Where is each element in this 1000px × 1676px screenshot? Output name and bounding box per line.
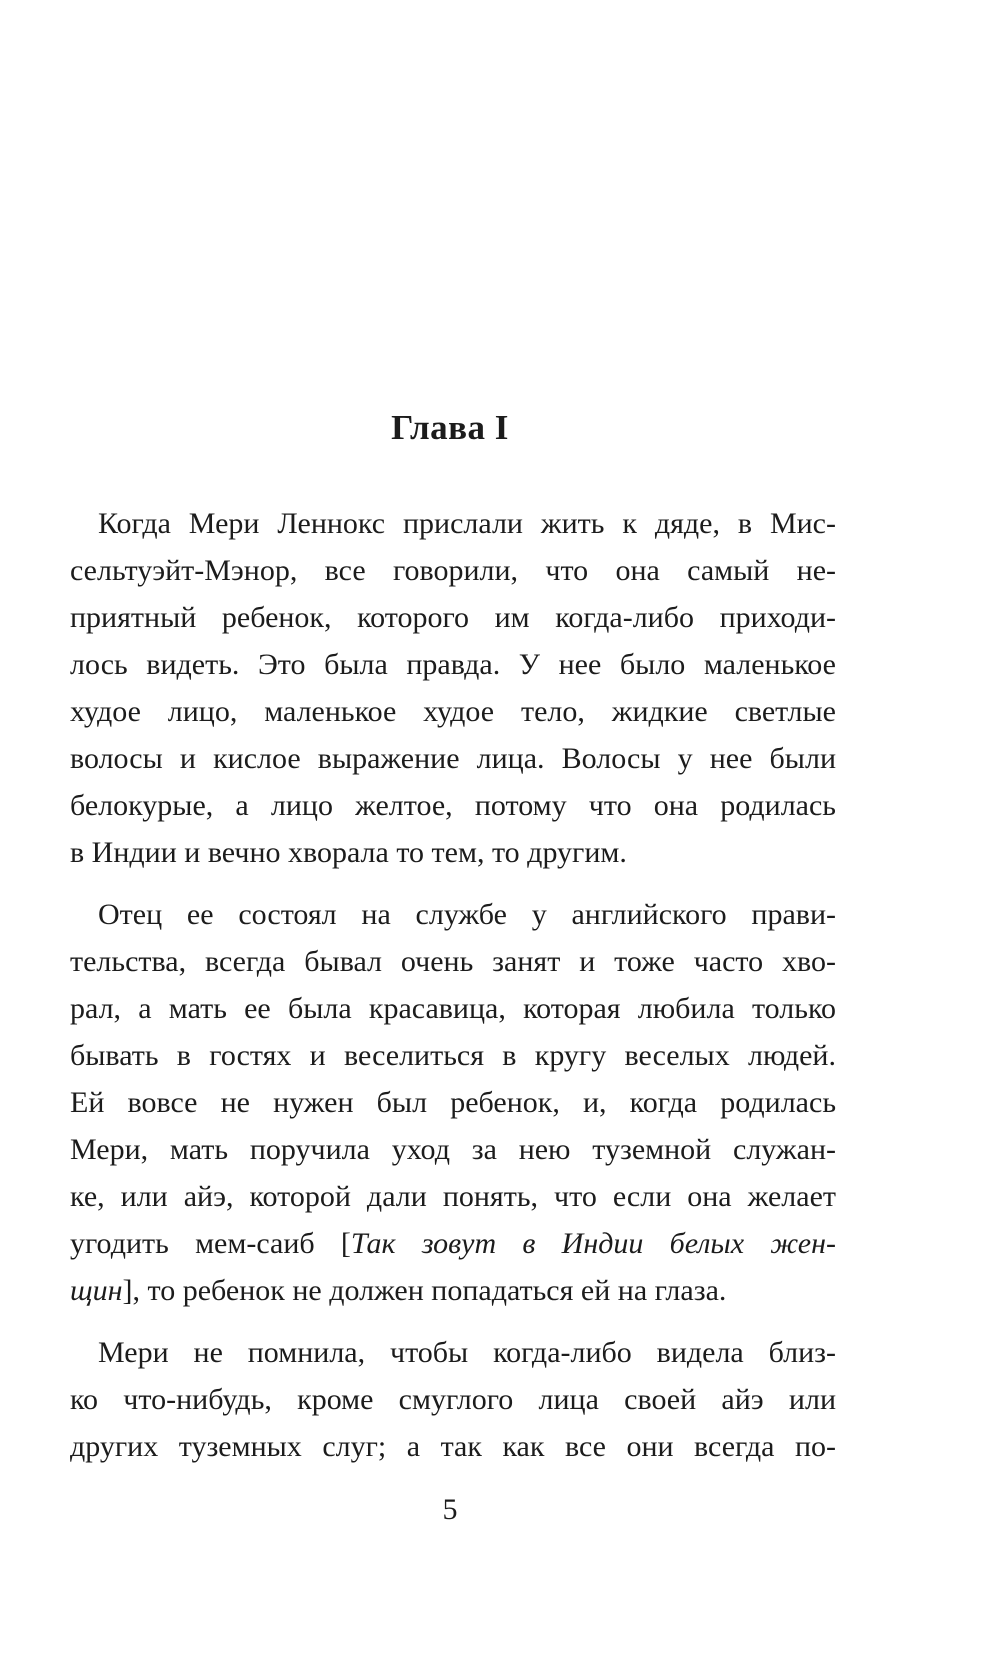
chapter-title: Глава I [391,408,509,447]
body-text [70,500,836,1470]
text-line: рал, а мать ее была красавица, которая любила только [70,992,836,1025]
text-line-with-footnote [70,1220,836,1267]
text-line: в Индии и вечно хворала то тем, то другим. [70,836,627,869]
paragraph-3 [70,1329,836,1470]
text-line: Отец ее состоял на службе у английского прави- [98,898,836,931]
text-line: ко что-нибудь, кроме смуглого лица своей айэ или [70,1383,836,1416]
paragraph-1 [70,500,836,876]
text-line: ке, или айэ, которой дали понять, что если она желает [70,1180,836,1213]
text-line: лось видеть. Это была правда. У нее было маленькое [70,648,836,681]
text-line: волосы и кислое выражение лица. Волосы у нее были [70,742,836,775]
paragraph-2 [70,891,836,1314]
text-line: Когда Мери Леннокс прислали жить к дяде, в Мис- [98,507,836,540]
text-line: худое лицо, маленькое худое тело, жидкие светлые [70,695,836,728]
text-line: белокурые, а лицо желтое, потому что она родилась [70,789,836,822]
text-line: приятный ребенок, которого им когда-либо приходи- [70,601,836,634]
text-line: бывать в гостях и веселиться в кругу веселых людей. [70,1039,836,1072]
footnote-italic: щин [70,1274,123,1307]
text-line: Мери, мать поручила уход за нею туземной служан- [70,1133,836,1166]
footnote-italic: Так зовут в Индии белых жен- [350,1227,836,1260]
text-line: сельтуэйт-Мэнор, все говорили, что она самый не- [70,554,836,587]
text-line: тельства, всегда бывал очень занят и тоже часто хво- [70,945,836,978]
text-fragment: угодить мем-саиб [ [70,1227,351,1260]
text-line: Мери не помнила, чтобы когда-либо видела близ- [98,1336,836,1369]
text-line: других туземных слуг; а так как все они всегда по- [70,1430,836,1463]
text-line-with-footnote [70,1267,836,1314]
text-fragment: ], то ребенок не должен попадаться ей на глаза. [122,1274,727,1307]
text-line: Ей вовсе не нужен был ребенок, и, когда родилась [70,1086,836,1119]
page-number: 5 [442,1493,458,1526]
